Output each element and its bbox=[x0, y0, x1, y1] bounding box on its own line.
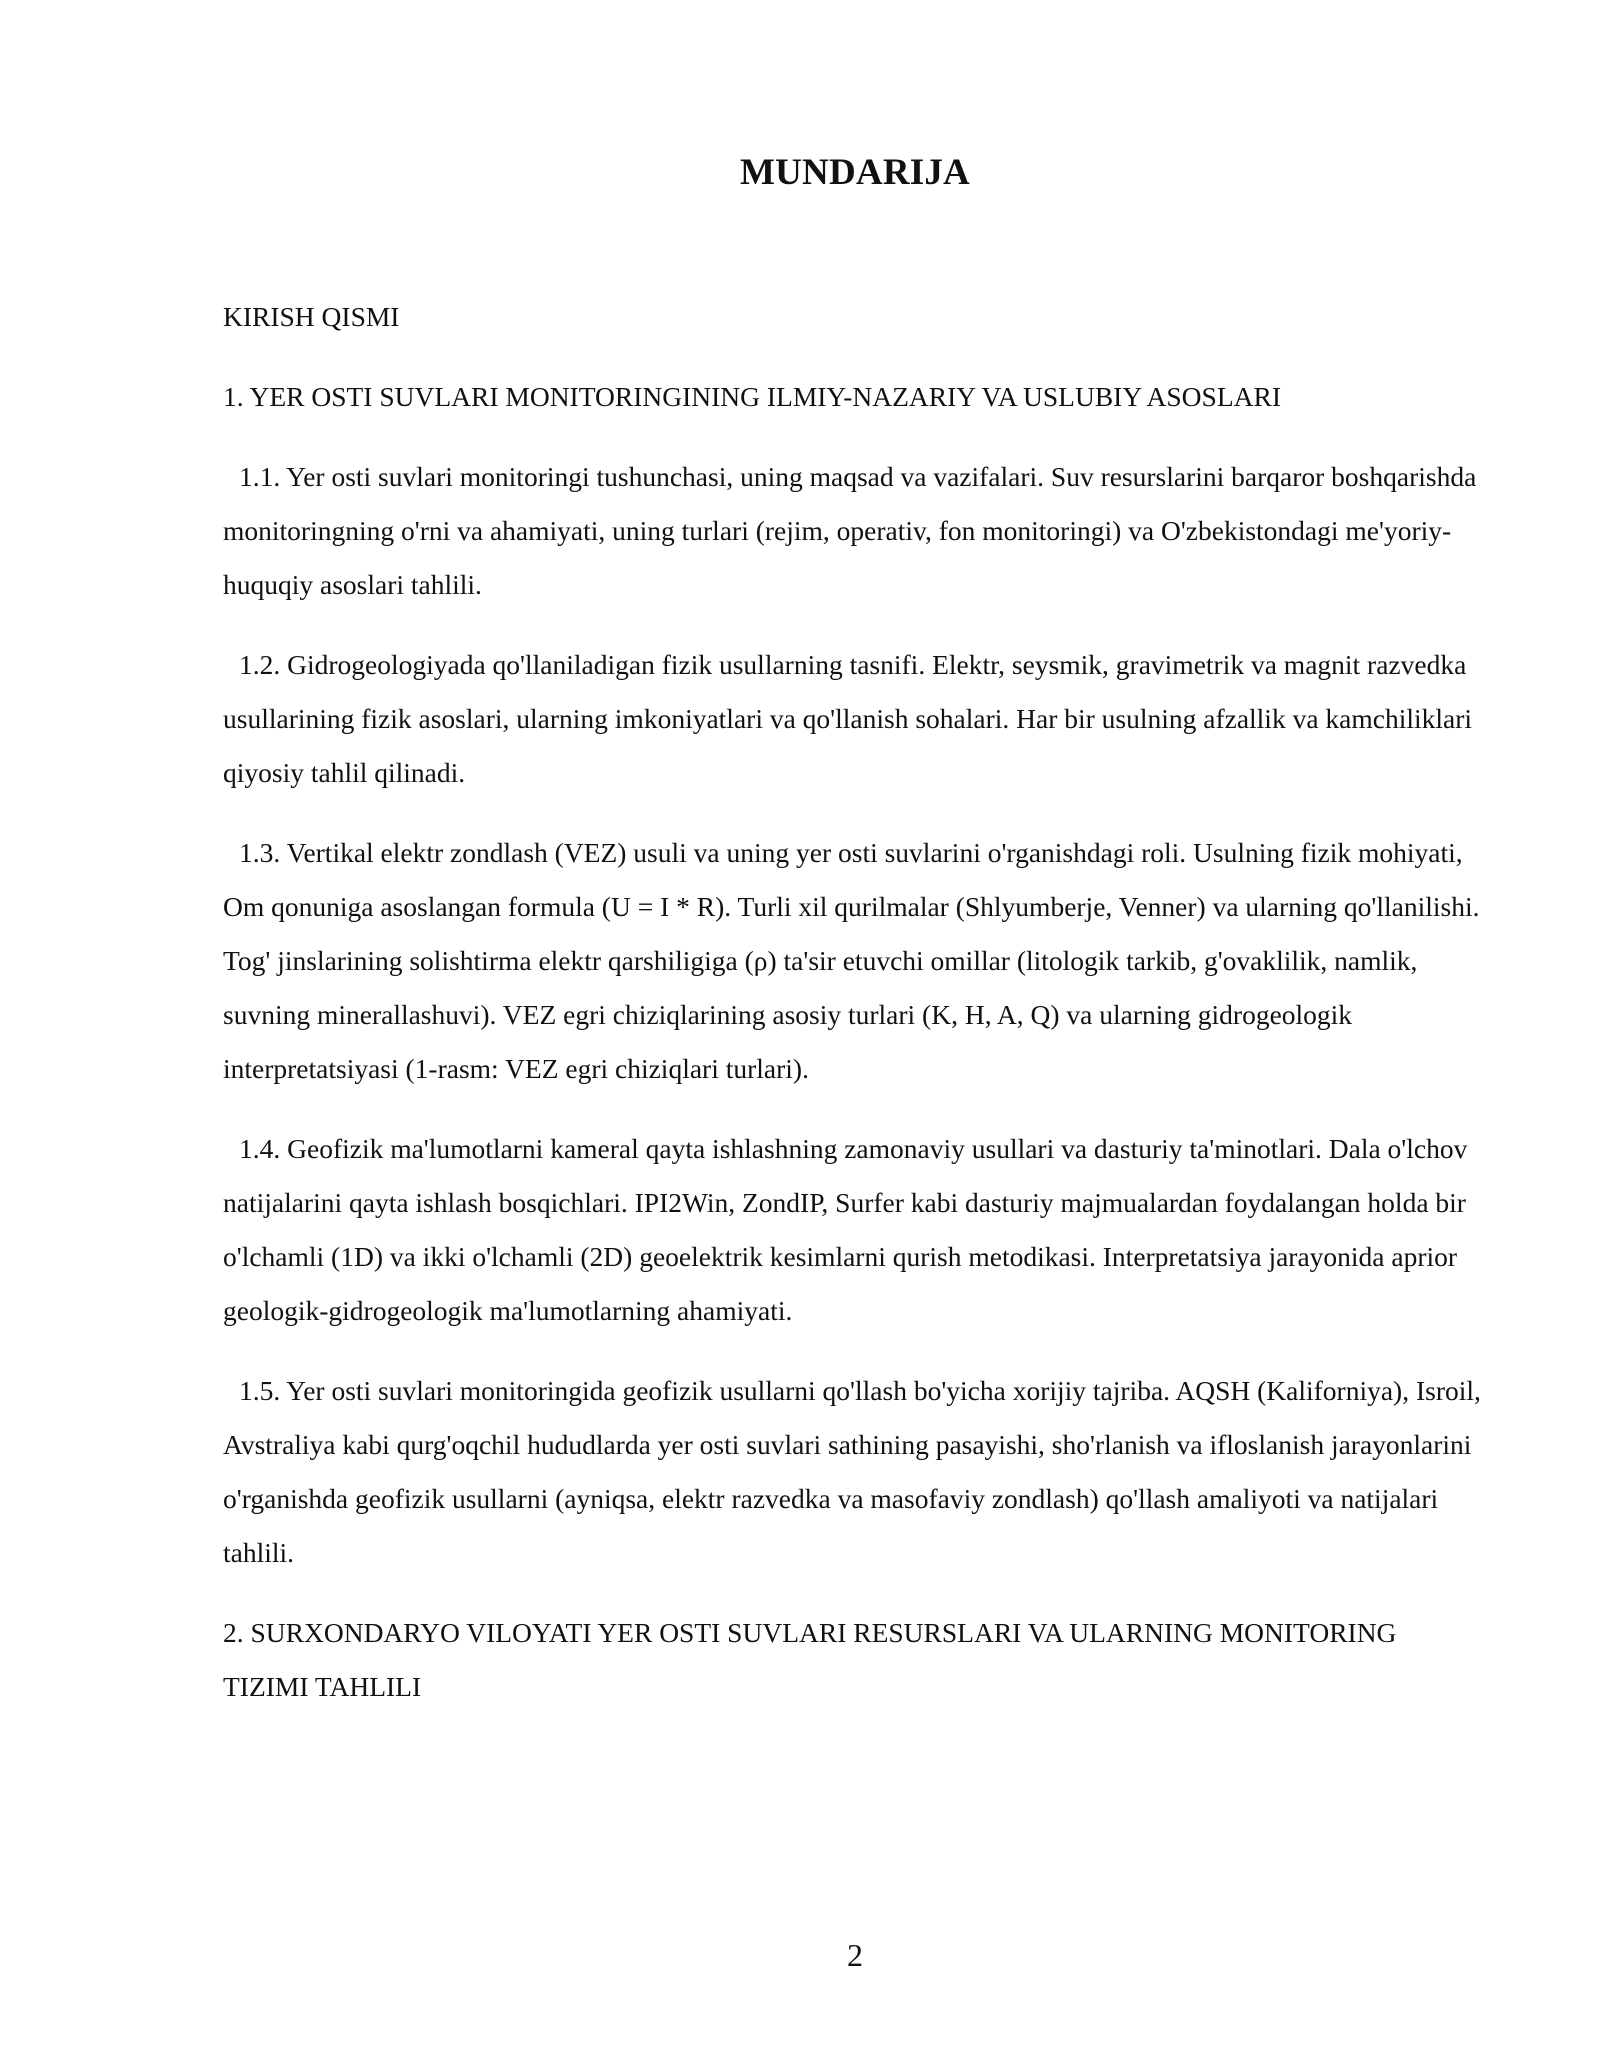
toc-entry-chapter-2: 2. SURXONDARYO VILOYATI YER OSTI SUVLARI RESURSLARI VA ULARNING MONITORING TIZIMI TAHLILI bbox=[223, 1617, 1397, 1702]
document-title: MUNDARIJA bbox=[740, 152, 970, 193]
toc-entry-section-1-3: 1.3. Vertikal elektr zondlash (VEZ) usuli va uning yer osti suvlarini o'rganishdagi roli. Usulning fizik mohiyati, Om qonuniga asoslangan formula (U = I * R). Turli xil qurilmalar (Shlyumberje, Venner) va ularning qo'llanilishi. Tog' jinslarining solishtirma elektr qarshiligiga (ρ) ta'sir etuvchi omillar (litologik tarkib, g'ovaklilik, namlik, suvning minerallashuvi). VEZ egri chiziqlarining asosiy turlari (K, H, A, Q) va ularning gidrogeologik interpretatsiyasi (1-rasm: VEZ egri chiziqlari turlari). bbox=[223, 837, 1480, 1084]
toc-entry-introduction: KIRISH QISMI bbox=[223, 301, 400, 332]
page-number: 2 bbox=[847, 1937, 863, 1973]
toc-entry-section-1-5: 1.5. Yer osti suvlari monitoringida geofizik usullarni qo'llash bo'yicha xorijiy tajriba. AQSH (Kaliforniya), Isroil, Avstraliya kabi qurg'oqchil hududlarda yer osti suvlari sathining pasayishi, sho'rlanish va ifloslanish jarayonlarini o'rganishda geofizik usullarni (ayniqsa, elektr razvedka va masofaviy zondlash) qo'llash amaliyoti va natijalari tahlili. bbox=[223, 1375, 1481, 1568]
toc-entry-chapter-1: 1. YER OSTI SUVLARI MONITORINGINING ILMIY-NAZARIY VA USLUBIY ASOSLARI bbox=[223, 381, 1281, 412]
toc-entry-section-1-4: 1.4. Geofizik ma'lumotlarni kameral qayta ishlashning zamonaviy usullari va dasturiy ta'minotlari. Dala o'lchov natijalarini qayta ishlash bosqichlari. IPI2Win, ZondIP, Surfer kabi dasturiy majmualardan foydalangan holda bir o'lchamli (1D) va ikki o'lchamli (2D) geoelektrik kesimlarni qurish metodikasi. Interpretatsiya jarayonida aprior geologik-gidrogeologik ma'lumotlarning ahamiyati. bbox=[223, 1133, 1468, 1326]
toc-entry-section-1-1: 1.1. Yer osti suvlari monitoringi tushunchasi, uning maqsad va vazifalari. Suv resurslarini barqaror boshqarishda monitoringning o'rni va ahamiyati, uning turlari (rejim, operativ, fon monitoringi) va O'zbekistondagi me'yoriy-huquqiy asoslari tahlili. bbox=[223, 461, 1477, 600]
table-of-contents bbox=[223, 290, 1485, 1714]
toc-entry-section-1-2: 1.2. Gidrogeologiyada qo'llaniladigan fizik usullarning tasnifi. Elektr, seysmik, gravimetrik va magnit razvedka usullarining fizik asoslari, ularning imkoniyatlari va qo'llanish sohalari. Har bir usulning afzallik va kamchiliklari qiyosiy tahlil qilinadi. bbox=[223, 649, 1473, 788]
